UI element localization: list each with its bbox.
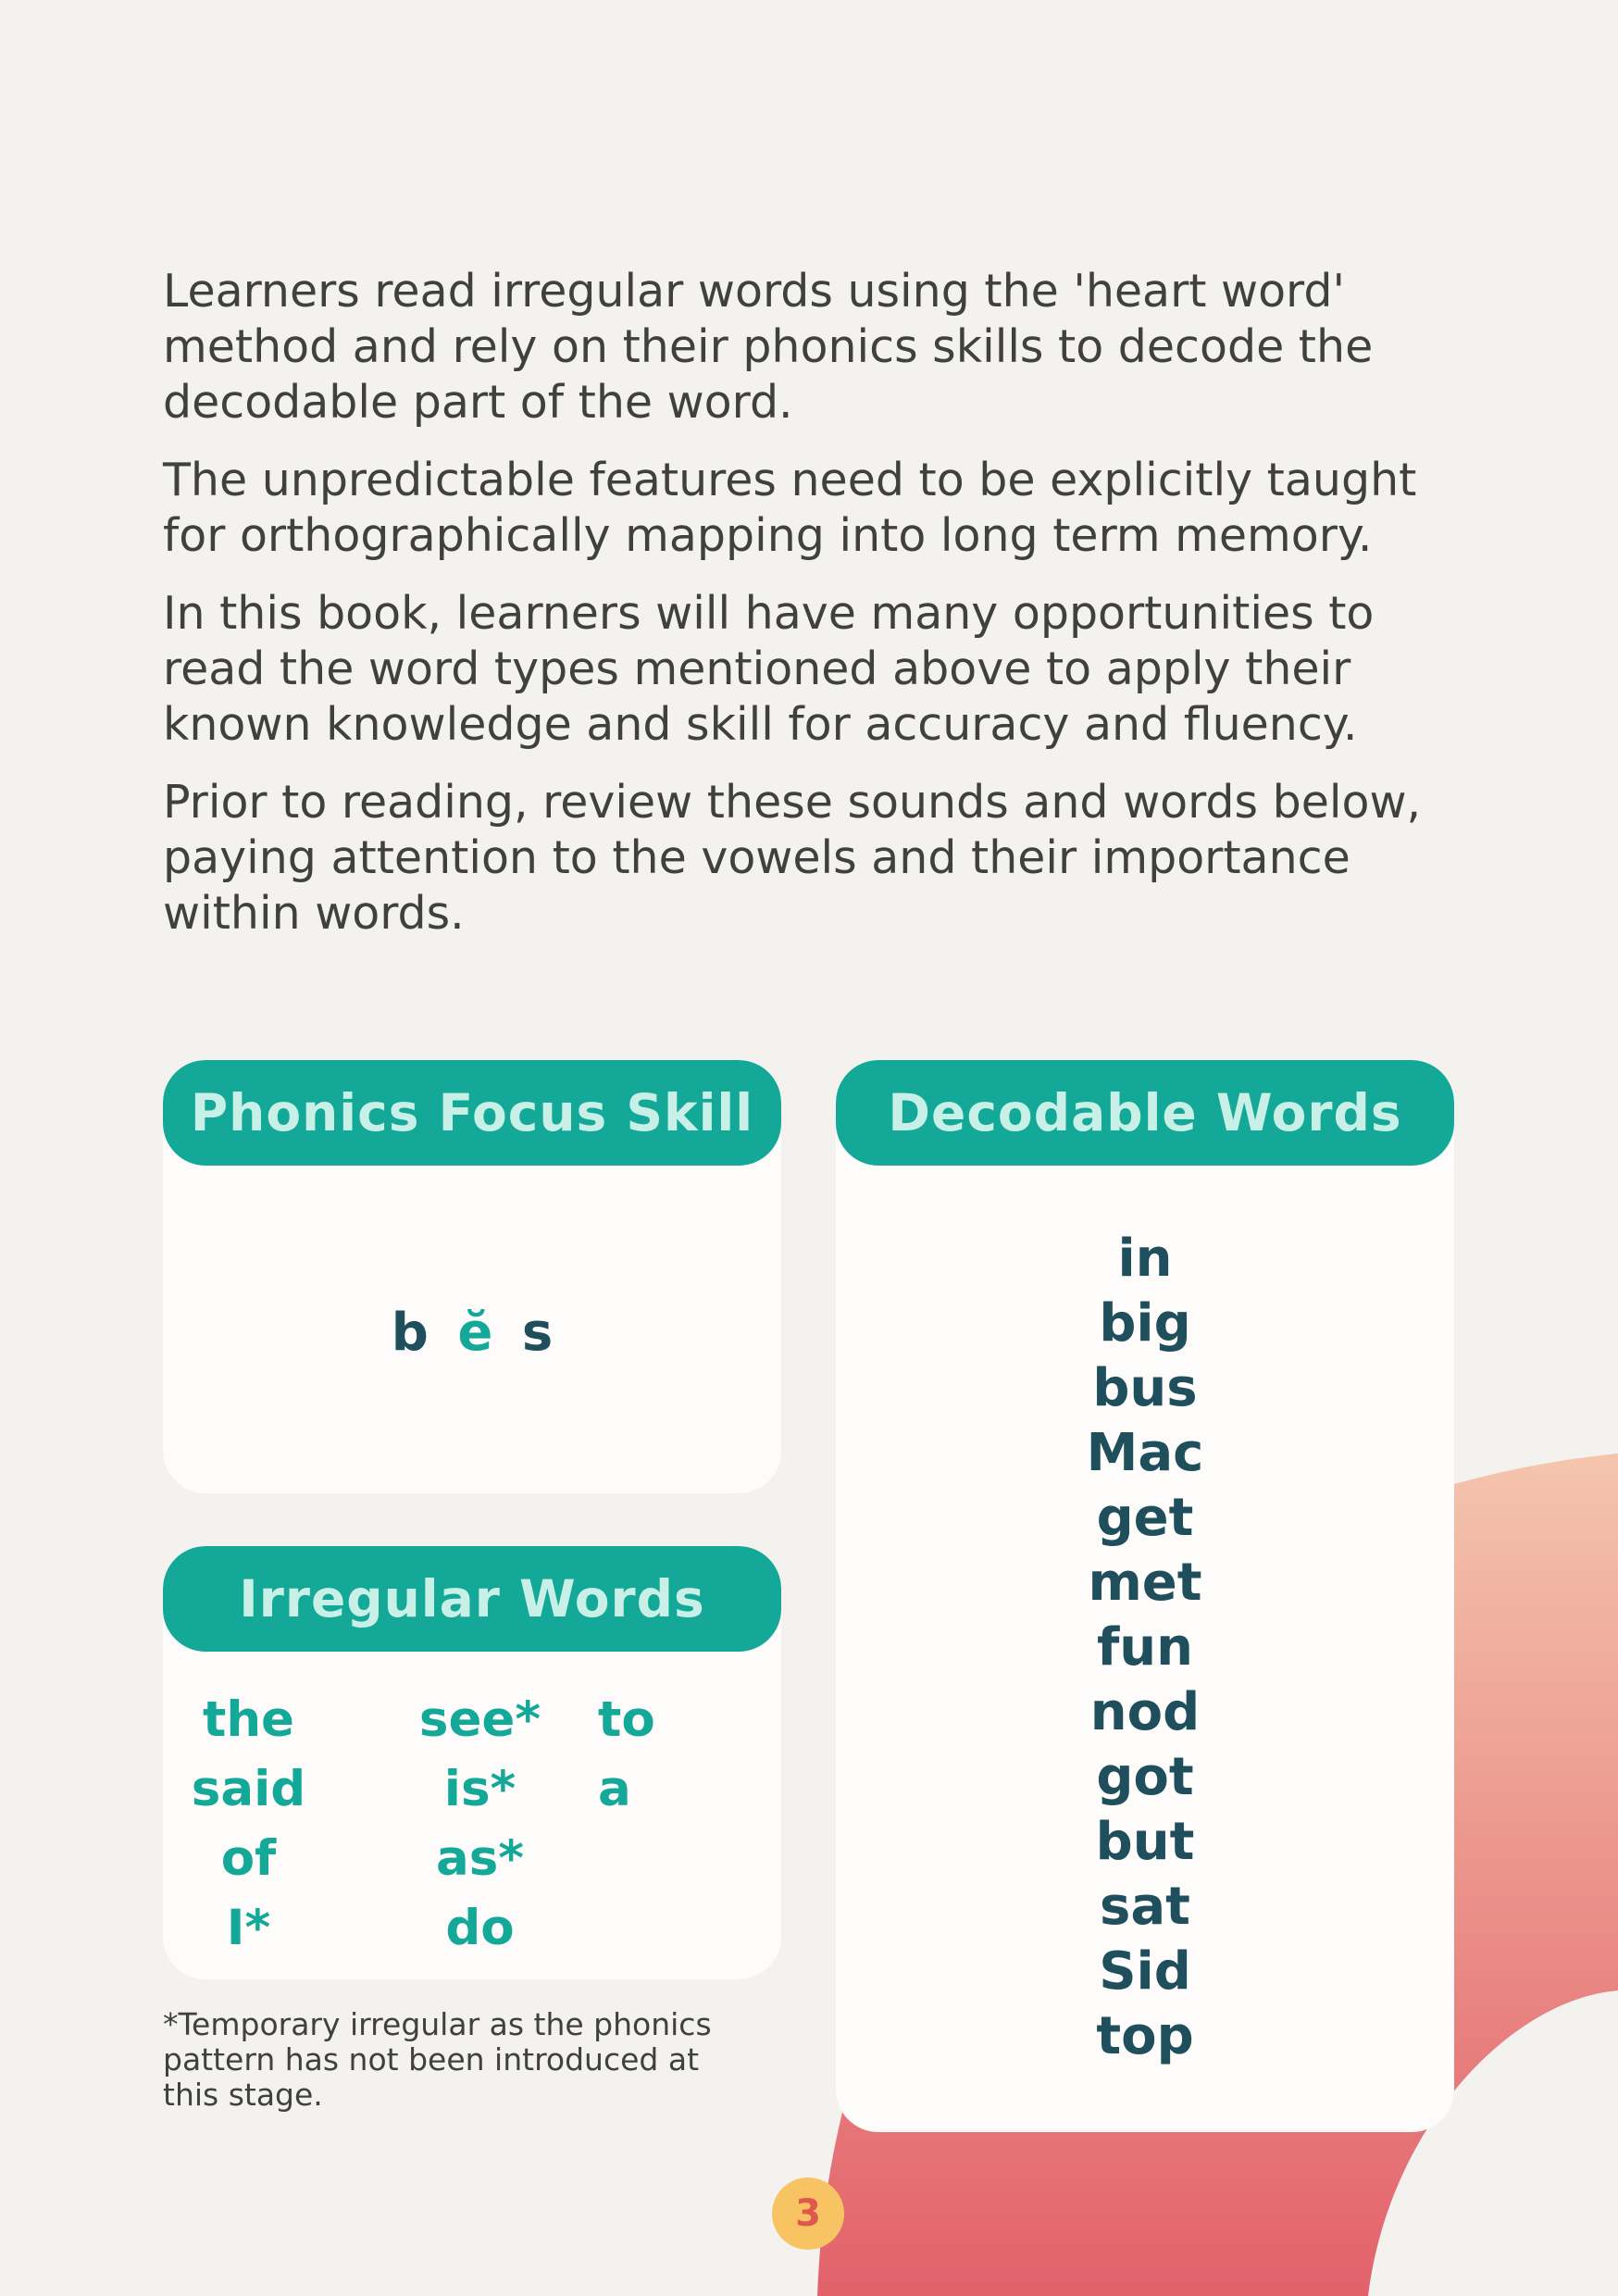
irregular-word: is*	[443, 1761, 517, 1817]
page-number-badge: 3	[772, 2177, 844, 2250]
decodable-word: nod	[1089, 1682, 1201, 1742]
phonics-focus-title: Phonics Focus Skill	[163, 1060, 781, 1166]
irregular-words-column-2	[394, 1685, 566, 1963]
phonics-focus-card	[163, 1060, 781, 1493]
irregular-word: as*	[435, 1830, 525, 1887]
decodable-word: Mac	[1086, 1423, 1204, 1483]
decodable-words-card	[836, 1060, 1454, 2132]
irregular-word: see*	[418, 1691, 541, 1748]
focus-vowel: ĕ	[457, 1303, 493, 1363]
irregular-words-column-1	[163, 1685, 334, 1963]
intro-paragraph: In this book, learners will have many opportunities to read the word types mentioned above to apply their known knowledge and skill for accuracy and fluency.	[163, 587, 1375, 751]
decodable-word: Sid	[1099, 1941, 1191, 2002]
intro-paragraph: The unpredictable features need to be explicitly taught for orthographically mapping into long term memory.	[163, 454, 1417, 562]
irregular-word: of	[220, 1830, 277, 1887]
irregular-word: do	[445, 1900, 515, 1956]
decodable-words-list	[836, 1227, 1454, 2069]
intro-paragraph: Prior to reading, review these sounds and words below, paying attention to the vowels and their importance within words.	[163, 776, 1422, 940]
decodable-word: but	[1095, 1812, 1195, 1872]
focus-letter: s	[521, 1303, 554, 1363]
intro-paragraph: Learners read irregular words using the 'heart word' method and rely on their phonics skills to decode the decodable part of the word.	[163, 265, 1374, 429]
decodable-words-title: Decodable Words	[836, 1060, 1454, 1166]
intro-text	[163, 264, 1459, 964]
decodable-word: sat	[1100, 1877, 1190, 1937]
decodable-word: in	[1117, 1229, 1173, 1289]
footnote: *Temporary irregular as the phonics pattern has not been introduced at this stage.	[163, 2006, 712, 2113]
focus-letter: b	[391, 1303, 429, 1363]
decodable-word: top	[1096, 2006, 1194, 2066]
irregular-words-card	[163, 1546, 781, 1979]
decodable-word: got	[1096, 1747, 1194, 1807]
decodable-word: get	[1096, 1488, 1194, 1548]
decodable-word: met	[1088, 1553, 1202, 1613]
irregular-word: said	[191, 1761, 306, 1817]
irregular-word: I*	[226, 1900, 271, 1956]
irregular-word: to	[598, 1691, 655, 1748]
irregular-word: the	[202, 1691, 294, 1748]
decodable-word: bus	[1092, 1358, 1198, 1418]
phonics-focus-letters	[163, 1303, 781, 1363]
irregular-word: a	[598, 1761, 631, 1817]
irregular-words-title: Irregular Words	[163, 1546, 781, 1652]
decodable-word: fun	[1096, 1617, 1194, 1678]
decodable-word: big	[1099, 1293, 1191, 1354]
irregular-words-column-3	[598, 1685, 691, 1824]
